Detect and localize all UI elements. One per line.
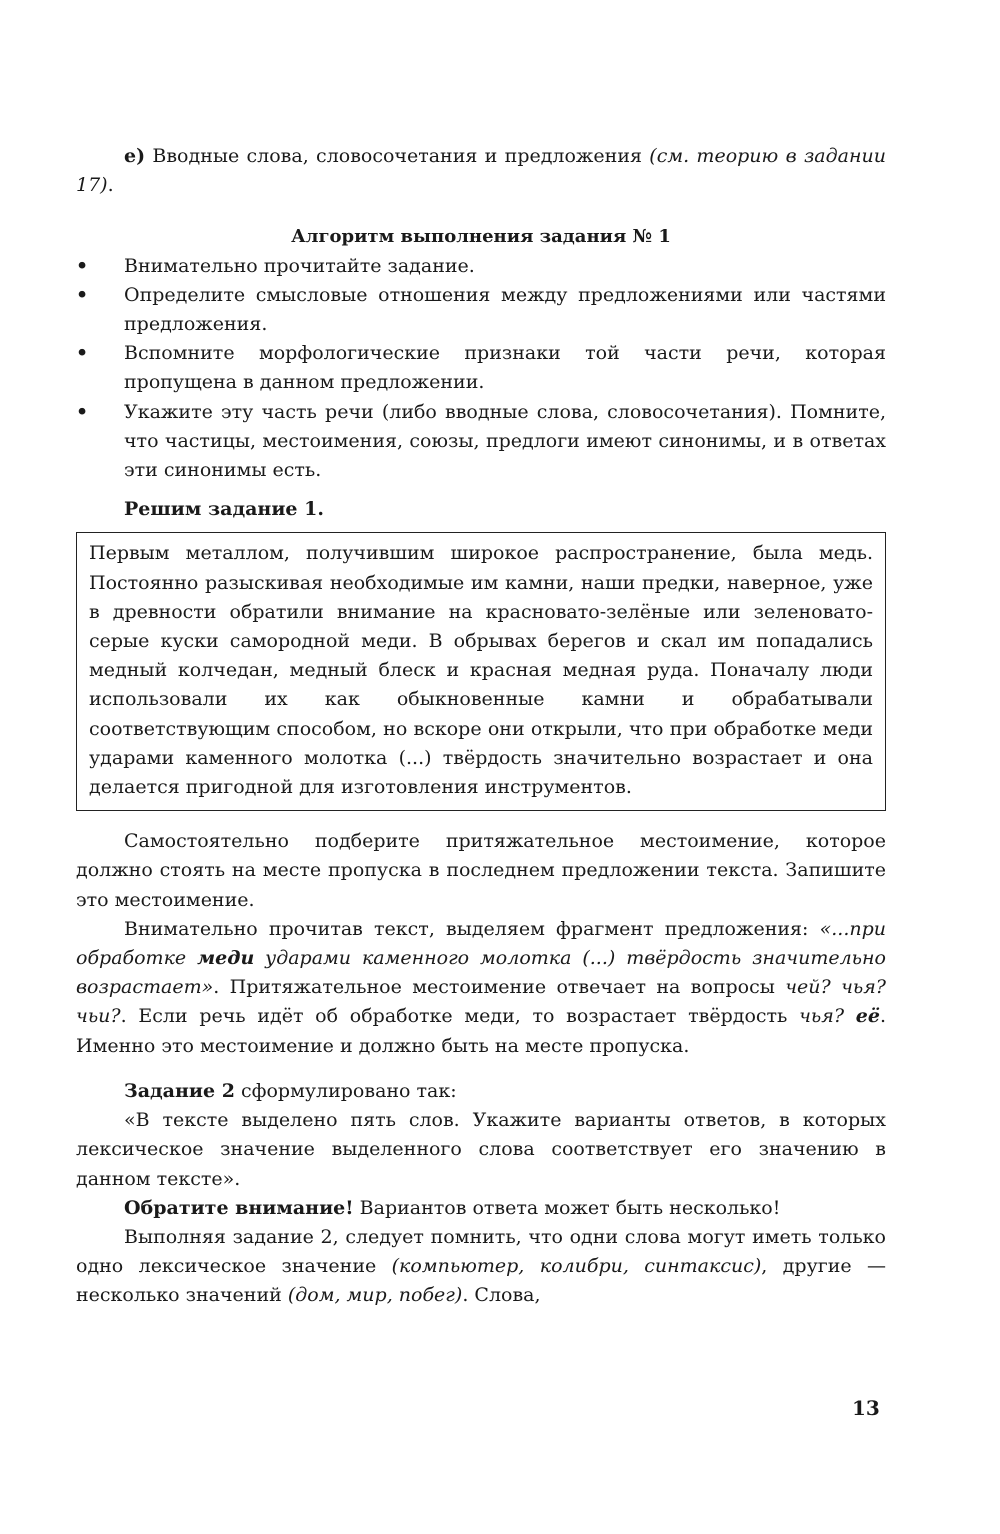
task1-solution (76, 915, 886, 1061)
explanation-text: . Слова, (462, 1284, 541, 1307)
intro-label: е) (124, 145, 146, 167)
explanation-example: (компьютер, колибри, синтаксис) (391, 1255, 762, 1278)
list-item (76, 252, 886, 281)
solution-space (844, 1005, 856, 1027)
solution-answer: её (855, 1005, 880, 1028)
solution-text: . Если речь идёт об обработке меди, то возрастает твёрдость (120, 1005, 800, 1028)
solution-question: чья? (799, 1005, 845, 1028)
solution-quote: ударами каменного молотка (...) твёрдость значительно возрастает» (76, 947, 886, 999)
task1-box-text: Первым металлом, получившим широкое распространение, была медь. Постоянно разыскивая необходимые им камни, наши предки, наверное, уже в древности обратили внимание на красновато-зелёные или зеленовато-серые куски самородной меди. В обрывах берегов и скал им попадались медный колчедан, медный блеск и красная медная руда. Поначалу люди использовали их как обыкновенные камни и обрабатывали соответствующим способом, но вскоре они открыли, что при обработке меди ударами каменного молотка (...) твёрдость значительно возрастает и она делается пригодной для изготовления инструментов. (89, 542, 873, 799)
task2-quote: «В тексте выделено пять слов. Укажите варианты ответов, в которых лексическое значение выделенного слова соответствует его значению в данном тексте». (76, 1109, 886, 1190)
intro-end: . (107, 174, 114, 197)
task1-instruction: Самостоятельно подберите притяжательное местоимение, которое должно стоять на месте пропуска в последнем предложении текста. Запишите это местоимение. (76, 830, 886, 911)
list-item-text: Внимательно прочитайте задание. (124, 254, 475, 277)
page-number: 13 (852, 1396, 880, 1420)
bullet-icon: • (76, 283, 89, 306)
algorithm-title: Алгоритм выполнения задания № 1 (291, 226, 671, 248)
task2-label-rest: сформулировано так: (234, 1079, 457, 1102)
attention-label: Обратите внимание! (124, 1196, 354, 1219)
solution-text: . Притяжательное местоимение отвечает на вопросы (213, 976, 786, 999)
solution-text: . Именно это местоимение и должно быть на месте пропуска. (76, 1005, 886, 1057)
list-item-text: Определите смысловые отношения между предложениями или частями предложения. (124, 283, 886, 336)
list-item-text: Укажите эту часть речи (либо вводные слова, словосочетания). Помните, что частицы, местоимения, союзы, предлоги имеют синонимы, и в ответах эти синонимы есть. (124, 400, 886, 482)
list-item (76, 281, 886, 339)
solution-text: Внимательно прочитав текст, выделяем фрагмент предложения: (124, 917, 820, 940)
explanation-text: Выполняя задание 2, следует помнить, что одни слова могут иметь только одно лексическое значение (76, 1225, 886, 1278)
list-item-text: Вспомните морфологические признаки той части речи, которая пропущена в данном предложении. (124, 342, 886, 394)
list-item (76, 339, 886, 397)
page-text (76, 142, 886, 1311)
task1-heading: Решим задание 1. (124, 498, 324, 521)
intro-paragraph (76, 142, 886, 200)
intro-text: Вводные слова, словосочетания и предложения (152, 145, 642, 167)
list-item (76, 398, 886, 486)
intro-ref: (см. теорию в задании 17) (76, 145, 886, 197)
bullet-icon: • (76, 254, 89, 277)
explanation-example: (дом, мир, побег) (287, 1284, 463, 1307)
attention-paragraph (76, 1194, 886, 1223)
task1-text-box (76, 532, 886, 811)
bullet-icon: • (76, 400, 89, 423)
solution-quote: «...при обработке (76, 917, 886, 970)
task2-label: Задание 2 (124, 1079, 235, 1102)
explanation-text: , другие — несколько значений (76, 1255, 886, 1307)
solution-quote-bold: меди (197, 947, 255, 970)
bullet-icon: • (76, 342, 89, 365)
task2-heading (76, 1077, 886, 1106)
solution-questions: чей? чья? чьи? (76, 976, 886, 1028)
task2-explanation (76, 1223, 886, 1311)
attention-text: Вариантов ответа может быть несколько! (353, 1196, 781, 1219)
algorithm-list (76, 252, 886, 486)
